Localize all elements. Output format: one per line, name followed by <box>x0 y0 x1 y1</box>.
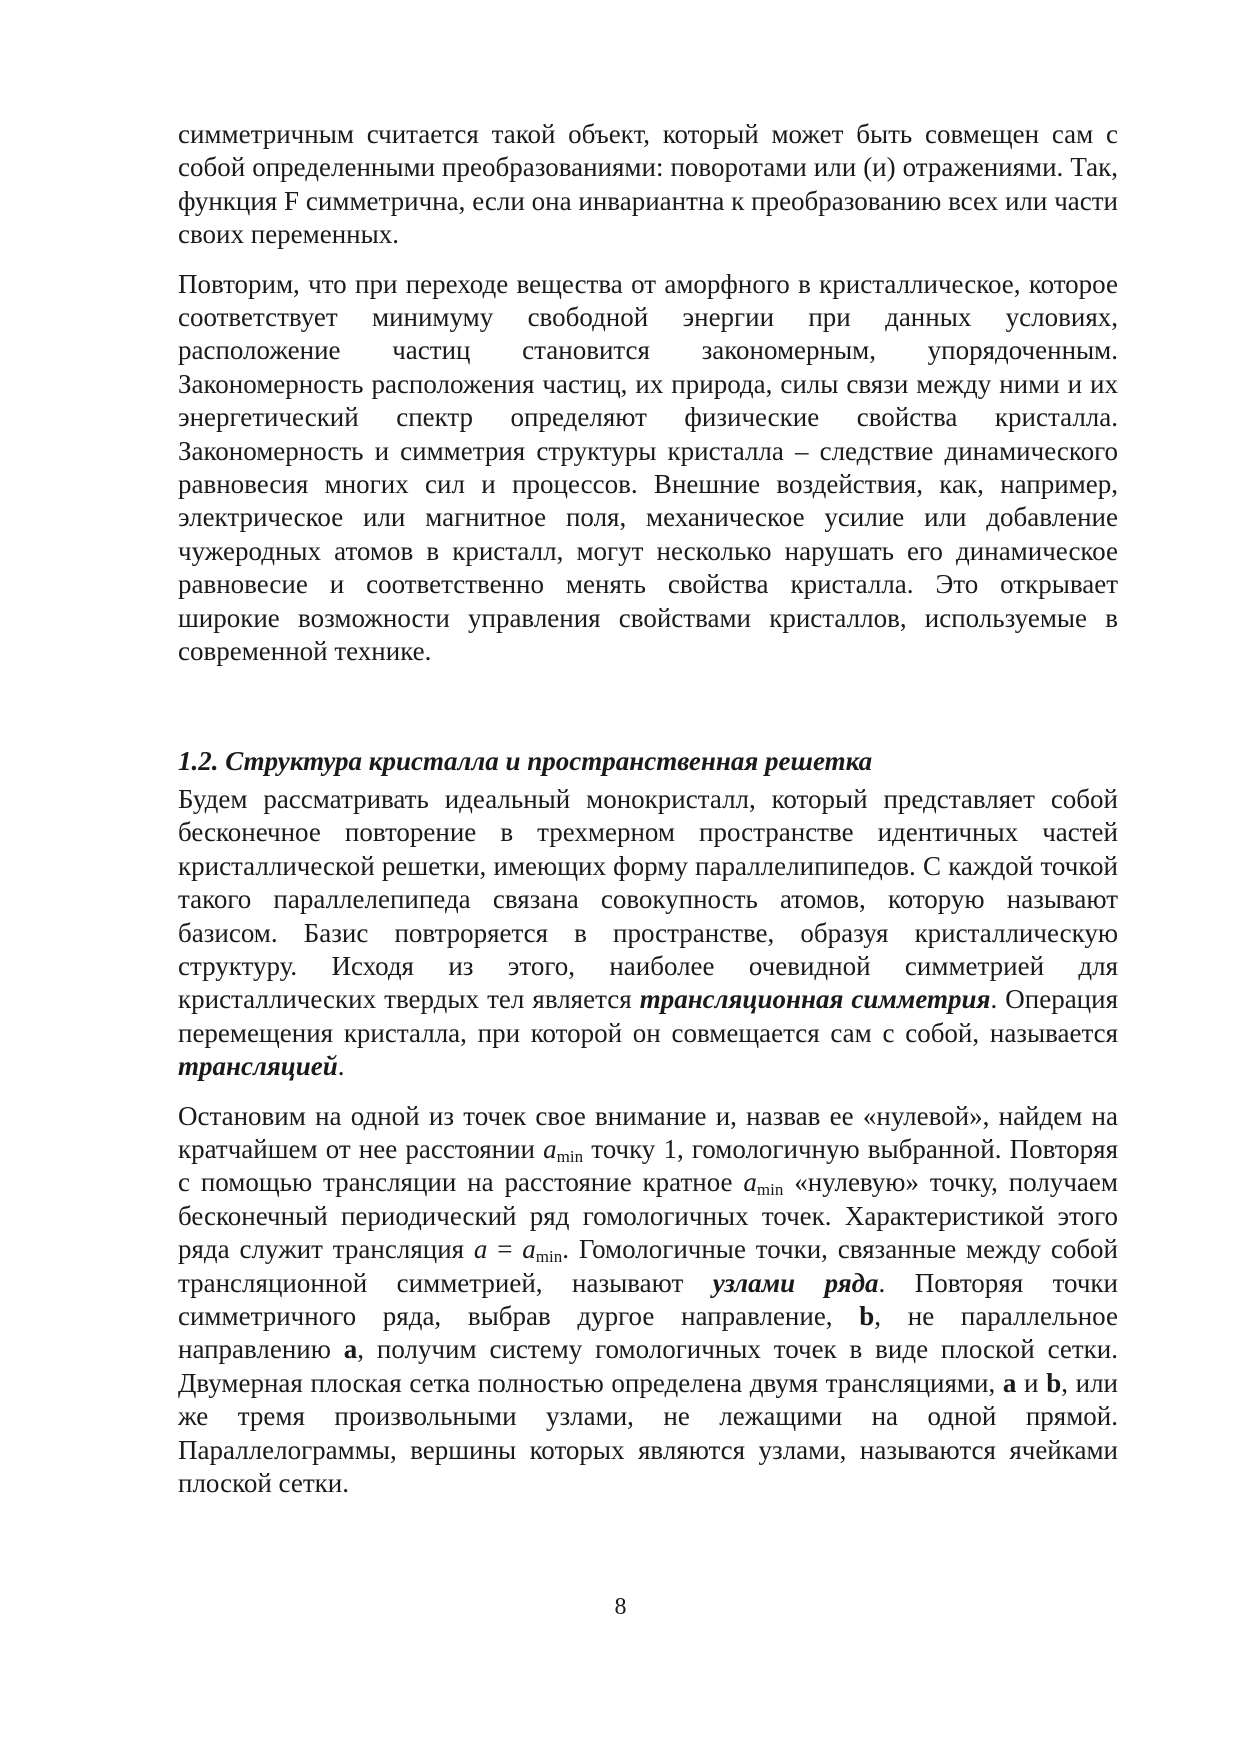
paragraph-text: симметричным считается такой объект, который может быть совмещен сам с собой определенными преобразованиями: поворотами или (и) отражениями. Так, функция F симметрична, если она инвариантна к преобразованию всех или части своих переменных. <box>178 119 1118 250</box>
text-segment: . Операция перемещения кристалла, при которой он совмещается сам с собой, называется <box>178 984 1118 1048</box>
variable-a: a <box>473 1234 488 1265</box>
variable-a-min <box>543 1134 583 1164</box>
subscript-min: min <box>756 1180 784 1200</box>
text-segment: , получим систему гомологичных точек в виде плоской сетки. Двумерная плоская сетка полностью определена двумя трансляциями, <box>178 1334 1118 1398</box>
vector-a: a <box>343 1334 358 1365</box>
text-segment: . <box>337 1051 345 1082</box>
equals-sign: = <box>487 1234 523 1265</box>
text-segment: Остановим на одной из точек свое внимание и, назвав ее «нулевой», найдем на кратчайшем от нее расстоянии <box>178 1100 1118 1164</box>
paragraph-symmetry-definition <box>178 118 1118 252</box>
text-segment: . Повторяя точки симметричного ряда, выбрав дургое направление, <box>178 1267 1119 1331</box>
paragraph-text: Повторим, что при переходе вещества от аморфного в кристаллическое, которое соответствует минимуму свободной энергии при данных условиях, расположение частиц становится закономерным, упорядоченным. Закономерность расположения частиц, их природа, силы связи между ними и их энергетический спектр определяют физические свойства кристалла. Закономерность и симметрия структуры кристалла – следствие динамического равновесия многих сил и процессов. Внешние воздействия, как, например, электрическое или магнитное поля, механическое усилие или добавление чужеродных атомов в кристалл, могут несколько нарушать его динамическое равновесие и соответственно менять свойства кристалла. Это открывает широкие возможности управления свойствами кристаллов, используемые в современной технике. <box>178 268 1118 667</box>
variable-a: a <box>543 1133 557 1164</box>
term-translational-symmetry: трансляционная симметрия <box>639 984 991 1015</box>
paragraph-lattice-rows <box>178 1100 1118 1501</box>
variable-a-min <box>743 1167 784 1200</box>
text-segment: «нулевую» точку, получаем бесконечный периодический ряд гомологичных точек. Характеристикой этого ряда служит трансляция <box>178 1167 1118 1265</box>
text-segment: Будем рассматривать идеальный монокристалл, который представляет собой бесконечное повторение в трехмерном пространстве идентичных частей кристаллической решетки, имеющих форму параллелипипедов. С каждой точкой такого параллелепипеда связана совокупность атомов, которую называют базисом. Базис повтроряется в пространстве, образуя кристаллическую структуру. Исходя из этого, наиболее очевидной симметрией для кристаллических твердых тел является <box>178 783 1118 1015</box>
subscript-min: min <box>535 1247 563 1267</box>
text-segment: . Гомологичные точки, связанные между собой трансляционной симметрией, называют <box>178 1234 1118 1298</box>
text-segment: , или же тремя произвольными узлами, не лежащими на одной прямой. Параллелограммы, вершины которых являются узлами, называются ячейками плоской сетки. <box>178 1367 1119 1499</box>
vector-b: b <box>1046 1367 1062 1398</box>
text-segment: точку 1, гомологичную выбранной. Повторяя с помощью трансляции на расстояние кратное <box>178 1133 1118 1198</box>
subscript-min: min <box>556 1146 584 1166</box>
text-segment: , не параллельное направлению <box>178 1301 1118 1365</box>
variable-a-min <box>522 1234 563 1267</box>
section-heading: 1.2. Структура кристалла и пространственная решетка <box>178 745 873 776</box>
variable-a: a <box>743 1167 757 1198</box>
variable-a: a <box>522 1234 536 1265</box>
vector-a: a <box>1002 1367 1017 1398</box>
conjunction: и <box>1016 1367 1047 1398</box>
paragraph-monocrystal <box>178 783 1118 1084</box>
vector-b: b <box>859 1301 875 1331</box>
page-number: 8 <box>614 1594 627 1620</box>
term-translation: трансляцией <box>178 1051 338 1082</box>
term-row-nodes: узлами ряда <box>712 1267 879 1298</box>
page-body <box>178 118 1118 1500</box>
paragraph-crystallization <box>178 268 1118 669</box>
